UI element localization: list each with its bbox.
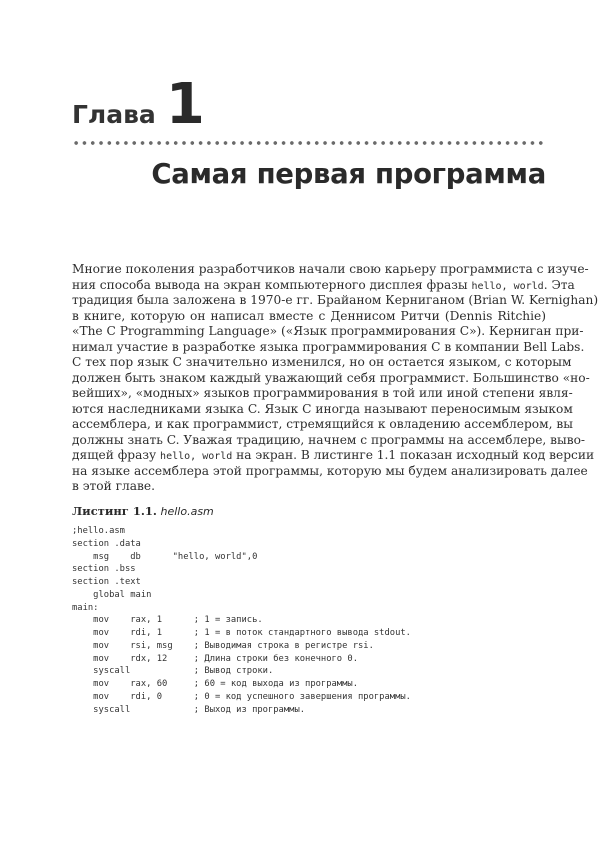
text-segment: ния способа вывода на экран компьютерного дисплея фразы [72,277,472,292]
text-line [72,262,589,278]
code-line: syscall ; Выход из программы. [72,704,306,715]
code-line: section .data [72,538,141,549]
text-segment: нимал участие в разработке языка программирования C в компании Bell Labs. [72,339,585,354]
code-line: ;hello.asm [72,526,125,536]
dotted-divider [72,140,546,146]
text-line [72,324,584,340]
code-listing [72,525,411,716]
code-line: section .bss [72,564,136,575]
listing-filename: hello.asm [160,505,214,518]
text-segment: С тех пор язык C значительно изменился, но он остается языком, с которым [72,355,572,369]
text-segment: ются наследниками языка C. Язык C иногда называют переносимым языком [72,401,573,416]
text-segment: Многие поколения разработчиков начали свою карьеру программиста с изуче- [72,262,589,276]
code-line: section .text [72,577,141,587]
text-line [72,448,595,464]
text-line [72,355,572,371]
text-line [72,401,573,418]
chapter-heading [72,72,205,137]
text-segment: на языке ассемблера этой программы, которую мы будем анализировать далее [72,463,588,478]
text-segment: должны знать C. Уважая традицию, начнем с программы на ассемблере, выво- [72,432,586,447]
text-segment: . Эта [543,277,575,292]
inline-code: hello, world [160,451,233,462]
text-line [72,417,573,433]
listing-caption [72,504,214,519]
chapter-title: Самая первая программа [151,158,546,190]
code-line: syscall ; Вывод строки. [72,666,274,677]
code-line: mov rsi, msg ; Выводимая строка в регистре rsi. [72,640,374,651]
code-line: msg db "hello, world",0 [72,551,258,562]
code-line: mov rax, 60 ; 60 = код выхода из программы. [72,679,358,689]
text-line [72,479,546,495]
code-line: mov rdi, 0 ; 0 = код успешного завершения программы. [72,691,411,702]
code-line: mov rdi, 1 ; 1 = в поток стандартного вывода stdout. [72,628,411,638]
text-line [72,432,586,449]
body-paragraph [72,262,599,495]
code-line: mov rax, 1 ; 1 = запись. [72,615,263,626]
text-line [72,370,590,387]
text-segment: традиция была заложена в 1970-е гг. Брайаном Керниганом (Brian W. Kernighan) [72,293,599,307]
text-line [72,309,546,325]
text-segment: должен быть знаком каждый уважающий себя программист. Большинство «но- [72,370,590,385]
text-segment: на экран. В листинге 1.1 показан исходный код версии [232,448,595,462]
text-line [72,463,588,480]
text-line [72,277,575,294]
code-line: main: [72,602,99,613]
text-line [72,386,573,402]
inline-code: hello, world [471,280,544,292]
code-line: mov rdx, 12 ; Длина строки без конечного 0. [72,653,358,664]
text-segment: вейших», «модных» языков программирования в той или иной степени явля- [72,386,573,400]
text-line [72,339,585,356]
text-segment: «The C Programming Language» («Язык программирования C»). Керниган при- [72,324,584,338]
text-line [72,293,599,309]
listing-label: Листинг 1.1. [72,504,157,518]
text-segment: дящей фразу [72,448,161,462]
text-segment: в этой главе. [72,479,155,493]
text-segment: в книге, которую он написал вместе с Деннисом Ритчи (Dennis Ritchie) [72,308,546,323]
code-line: global main [72,589,152,600]
text-segment: ассемблера, и как программист, стремящийся к овладению ассемблером, вы [72,417,573,431]
chapter-word: Глава [72,100,156,129]
chapter-number: 1 [165,72,205,137]
